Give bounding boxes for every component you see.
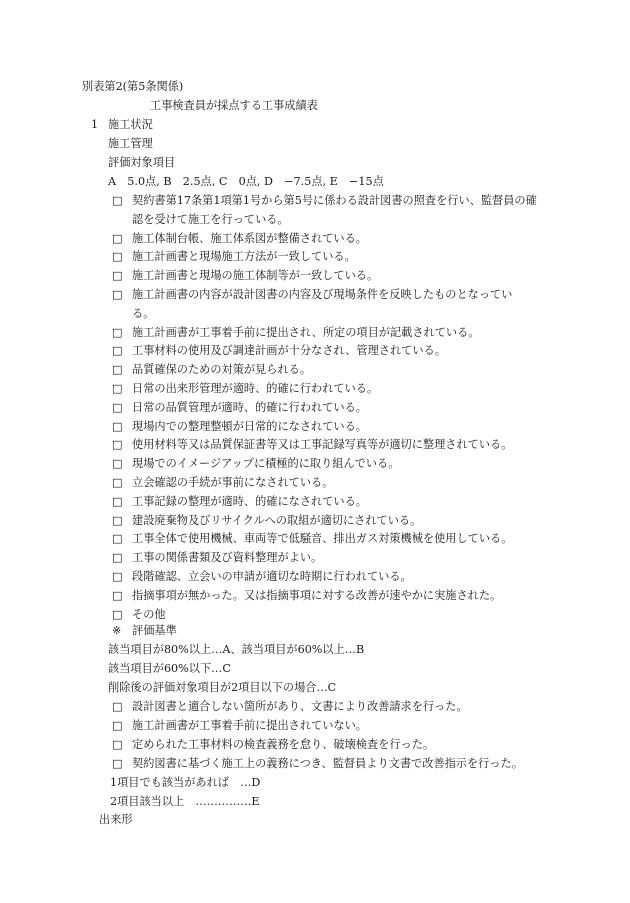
checkbox-icon[interactable]: □ [112, 607, 123, 621]
evaluation-item [112, 399, 367, 418]
deduction-item-text: 設計図書と適合しない箇所があり、文書により改善請求を行った。 [132, 700, 468, 713]
checkbox-icon[interactable]: □ [112, 532, 123, 546]
evaluation-item [112, 230, 367, 249]
checkbox-icon[interactable]: □ [112, 494, 123, 508]
checkbox-icon[interactable]: □ [112, 513, 123, 527]
checkbox-icon[interactable]: □ [112, 757, 123, 770]
checkbox-icon[interactable]: □ [112, 400, 123, 414]
checkbox-icon[interactable]: □ [112, 476, 123, 489]
evaluation-item-text: 工事材料の使用及び調達計画が十分なされ、管理されている。 [132, 344, 446, 358]
evaluation-item [112, 248, 356, 267]
evaluation-item [112, 512, 421, 531]
checkbox-icon[interactable]: □ [112, 551, 123, 565]
annex-label: 別表第2(第5条関係) [82, 80, 184, 93]
checkbox-icon[interactable]: □ [112, 438, 123, 452]
evaluation-item-text: 日常の品質管理が適時、的確に行われている。 [132, 400, 367, 414]
scores-line: A 5.0点, B 2.5点, C 0点, D −7.5点, E −15点 [108, 175, 384, 188]
footer-section-name: 出来形 [99, 813, 133, 826]
checkbox-icon[interactable]: □ [112, 738, 123, 751]
evaluation-item-text: 施工計画書と現場の施工体制等が一致している。 [132, 269, 379, 283]
evaluation-item [112, 474, 333, 493]
deduction-item [112, 736, 434, 755]
checkbox-icon[interactable]: □ [112, 382, 123, 395]
document-title: 工事検査員が採点する工事成績表 [150, 99, 318, 112]
evaluation-item [112, 361, 311, 380]
evaluation-item-text: 工事の関係書類及び資料整理がよい。 [132, 551, 323, 565]
evaluation-item-text: 施工計画書と現場施工方法が一致している。 [132, 250, 356, 264]
evaluation-item-text: 契約書第17条第1項第1号から第5号に係わる設計図書の照査を行い、監督員の確 [132, 194, 537, 207]
checkbox-icon[interactable]: □ [112, 588, 123, 602]
checkbox-icon[interactable]: □ [112, 419, 123, 433]
checkbox-icon[interactable]: □ [112, 700, 123, 713]
checkbox-icon[interactable]: □ [112, 719, 123, 732]
deduction-item-text: 定められた工事材料の検査義務を怠り、破壊検査を行った。 [132, 738, 435, 751]
evaluation-item-text: 現場でのイメージアップに積極的に取り組んでいる。 [132, 457, 400, 471]
checkbox-icon[interactable]: □ [112, 194, 123, 207]
deduction-item [112, 717, 367, 736]
criteria-mark: ※ [112, 624, 122, 637]
evaluation-item [112, 530, 512, 549]
criteria-rule-1: 該当項目が80%以上…A、該当項目が60%以上…B [108, 643, 365, 656]
checkbox-icon[interactable]: □ [112, 231, 123, 245]
criteria-heading: 評価基準 [132, 624, 177, 637]
deduction-item [112, 698, 468, 717]
evaluation-item [112, 286, 512, 305]
evaluation-item [112, 267, 378, 286]
evaluation-item-text: 工事全体で使用機械、車両等で低騒音、排出ガス対策機械を使用している。 [132, 532, 513, 546]
evaluation-item [112, 380, 378, 399]
evaluation-item-text: 品質確保のための対策が見られる。 [132, 363, 312, 377]
checkbox-icon[interactable]: □ [112, 269, 123, 283]
evaluation-item-text: 施工計画書が工事着手前に提出され、所定の項目が記載されている。 [132, 325, 480, 339]
evaluation-item [112, 418, 367, 437]
deduction-item-text: 契約図書に基づく施工上の義務につき、監督員より文書で改善指示を行った。 [132, 757, 523, 770]
checkbox-icon[interactable]: □ [112, 344, 123, 358]
evaluation-item-text: 段階確認、立会いの申請が適切な時期に行われている。 [132, 570, 412, 583]
checkbox-icon[interactable]: □ [112, 570, 123, 583]
deduction-rule-two: 2項目該当以上 ……………E [110, 795, 260, 808]
evaluation-item [112, 324, 480, 343]
evaluation-item [112, 587, 501, 606]
deduction-rule-one: 1項目でも該当があれば …D [110, 776, 261, 789]
evaluation-item [112, 549, 322, 568]
evaluation-item [112, 455, 399, 474]
evaluation-item-continuation: る。 [132, 306, 155, 320]
section-name: 施工状況 [108, 118, 153, 131]
evaluation-item-text: 現場内での整理整頓が日常的になされている。 [132, 419, 367, 433]
checkbox-icon[interactable]: □ [112, 288, 123, 301]
deduction-item [112, 755, 523, 774]
checkbox-icon[interactable]: □ [112, 250, 123, 264]
evaluation-item [112, 436, 512, 455]
checkbox-icon[interactable]: □ [112, 457, 123, 471]
evaluation-item-text: 日常の出来形管理が適時、的確に行われている。 [132, 382, 379, 395]
criteria-rule-3: 削除後の評価対象項目が2項目以下の場合…C [108, 681, 337, 694]
evaluation-item-text: 使用材料等又は品質保証書等又は工事記録写真等が適切に整理されている。 [132, 438, 513, 452]
evaluation-item-text: 施工計画書の内容が設計図書の内容及び現場条件を反映したものとなってい [132, 288, 513, 301]
evaluation-item-text: 施工体制台帳、施工体系図が整備されている。 [132, 231, 367, 245]
evaluation-item [112, 192, 537, 211]
evaluation-item-text: その他 [132, 607, 166, 621]
checkbox-icon[interactable]: □ [112, 325, 123, 339]
evaluation-item-text: 指摘事項が無かった。又は指摘事項に対する改善が速やかに実施された。 [132, 588, 502, 602]
deduction-item-text: 施工計画書が工事着手前に提出されていない。 [132, 719, 367, 732]
subsection-name: 施工管理 [108, 137, 153, 150]
evaluation-item-text: 立会確認の手続が事前になされている。 [132, 476, 334, 489]
evaluation-item [112, 342, 446, 361]
evaluation-item-text: 工事記録の整理が適時、的確になされている。 [132, 494, 367, 508]
evaluation-item-continuation: 認を受けて施工を行っている。 [132, 212, 289, 226]
checkbox-icon[interactable]: □ [112, 363, 123, 377]
evaluation-item [112, 493, 367, 512]
eval-heading: 評価対象項目 [108, 156, 176, 169]
criteria-rule-2: 該当項目が60%以下…C [108, 662, 231, 675]
evaluation-item [112, 568, 412, 587]
evaluation-item-text: 建設廃棄物及びリサイクルへの取組が適切にされている。 [132, 513, 422, 527]
section-number: 1 [91, 118, 99, 131]
